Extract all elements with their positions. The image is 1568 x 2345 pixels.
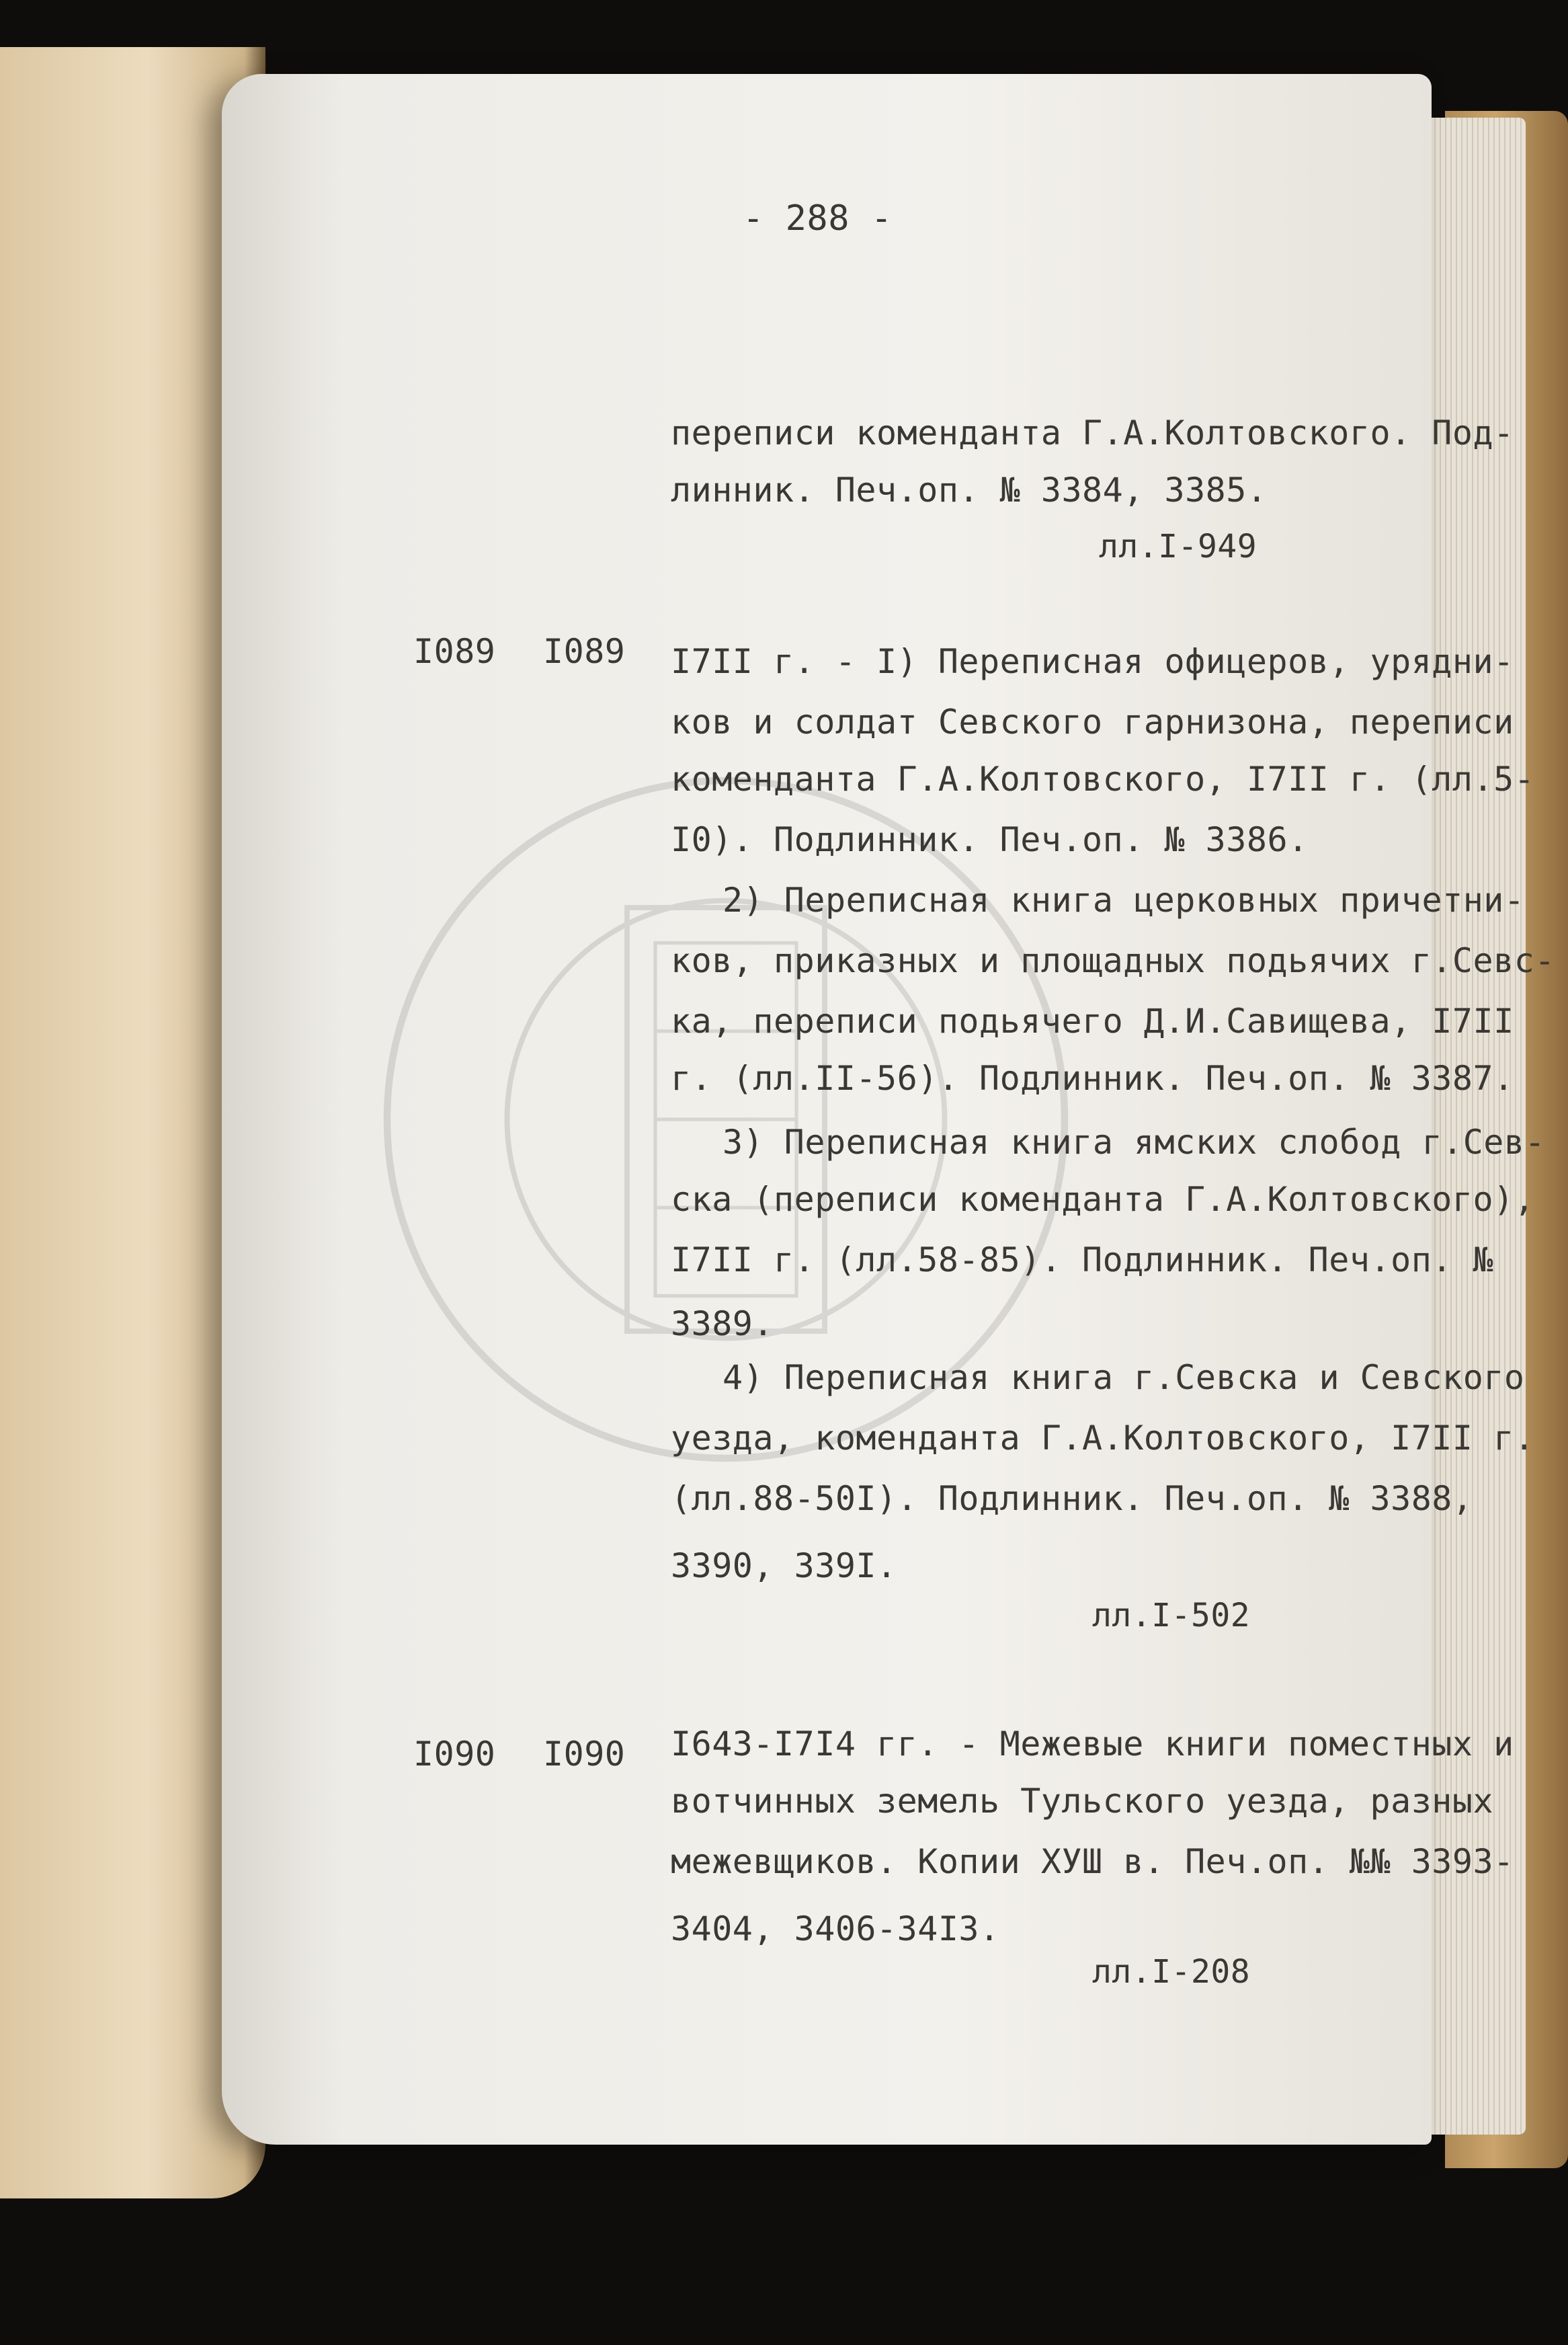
entry-number-duplicate: I090	[543, 1735, 626, 1774]
entry-line: ска (переписи коменданта Г.А.Колтовского),	[671, 1180, 1535, 1219]
entry-line: г. (лл.II-56). Подлинник. Печ.оп. № 3387.	[671, 1059, 1514, 1098]
entry-line: вотчинных земель Тульского уезда, разных	[671, 1782, 1494, 1821]
entry-line: 3390, 339I.	[671, 1546, 897, 1585]
entry-line: 3) Переписная книга ямских слобод г.Сев-	[723, 1123, 1546, 1162]
entry-line: ка, переписи подьячего Д.И.Савищева, I7II	[671, 1002, 1514, 1041]
sheet-range: лл.I-949	[1099, 528, 1257, 565]
entry-line: межевщиков. Копии ХУШ в. Печ.оп. №№ 3393-	[671, 1842, 1514, 1881]
entry-line: ков и солдат Севского гарнизона, переписи	[671, 703, 1514, 742]
entry-number-duplicate: I089	[543, 632, 626, 671]
page-number: - 288 -	[743, 198, 893, 239]
entry-line: ков, приказных и площадных подьячих г.Севс-	[671, 941, 1555, 980]
entry-line: I643-I7I4 гг. - Межевые книги поместных и	[671, 1724, 1514, 1763]
entry-line: I7II г. (лл.58-85). Подлинник. Печ.оп. №	[671, 1240, 1494, 1279]
entry-number: I089	[413, 632, 496, 671]
entry-line: уезда, коменданта Г.А.Колтовского, I7II г.	[671, 1419, 1535, 1458]
entry-line: 4) Переписная книга г.Севска и Севского	[723, 1358, 1525, 1397]
continued-line: переписи коменданта Г.А.Колтовского. Под-	[671, 413, 1514, 452]
entry-line: (лл.88-50I). Подлинник. Печ.оп. № 3388,	[671, 1479, 1473, 1518]
sheet-range: лл.I-208	[1092, 1953, 1251, 1991]
entry-line: 2) Переписная книга церковных причетни-	[723, 881, 1525, 920]
entry-line: коменданта Г.А.Колтовского, I7II г. (лл.5-	[671, 760, 1535, 799]
sheet-range: лл.I-502	[1092, 1597, 1251, 1634]
entry-number: I090	[413, 1735, 496, 1774]
continued-line: линник. Печ.оп. № 3384, 3385.	[671, 471, 1268, 510]
entry-line: 3404, 3406-34I3.	[671, 1909, 1000, 1948]
entry-line: 3389.	[671, 1304, 774, 1343]
entry-line: I7II г. - I) Переписная офицеров, урядни-	[671, 642, 1514, 681]
entry-line: I0). Подлинник. Печ.оп. № 3386.	[671, 820, 1309, 859]
